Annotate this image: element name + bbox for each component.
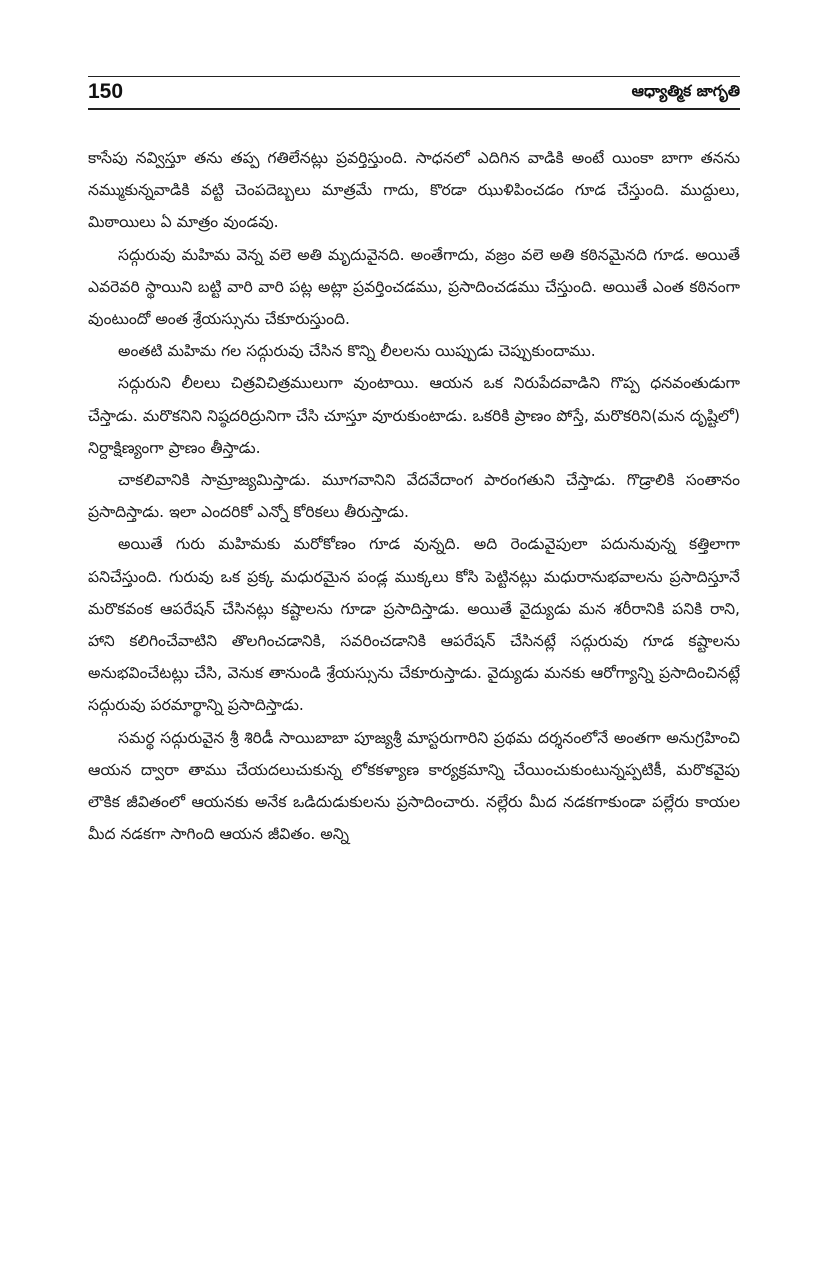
paragraph: అంతటి మహిమ గల సద్గురువు చేసిన కొన్ని లీలలను యిప్పుడు చెప్పుకుందాము.	[118, 342, 596, 361]
header-top-rule	[88, 76, 740, 77]
header-bottom-rule	[88, 108, 740, 110]
paragraph: అయితే గురు మహిమకు మరోకోణం గూడ వున్నది. అది రెండువైపులా పదునువున్న కత్తిలాగా పనిచేస్తుంది. గురువు ఒక ప్రక్క మధురమైన పండ్ల ముక్కలు కోసి పెట్టినట్లు మధురానుభవాలను ప్రసాదిస్తూనే మరొకవంక ఆపరేషన్ చేసినట్లు కష్టాలను గూడా ప్రసాదిస్తాడు. అయితే వైద్యుడు మన శరీరానికి పనికి రాని, హాని కలిగించేవాటిని తొలగించడానికి, సవరించడానికి ఆపరేషన్ చేసినట్లే సద్గురువు గూడ కష్టాలను అనుభవించేటట్లు చేసి, వెనుక తానుండి శ్రేయస్సును చేకూరుస్తాడు. వైద్యుడు మనకు ఆరోగ్యాన్ని ప్రసాదించినట్లే సద్గురువు పరమార్థాన్ని ప్రసాదిస్తాడు.	[88, 535, 740, 715]
page-number: 150	[88, 80, 124, 103]
paragraph: సద్గురువు మహిమ వెన్న వలె అతి మృదువైనది. అంతేగాదు, వజ్రం వలె అతి కఠినమైనది గూడ. అయితే ఎవరెవరి స్థాయిని బట్టి వారి వారి పట్ల అట్లా ప్రవర్తించడము, ప్రసాదించడము చేస్తుంది. అయితే ఎంత కఠినంగా వుంటుందో అంత శ్రేయస్సును చేకూరుస్తుంది.	[88, 245, 740, 329]
paragraph: కాసేపు నవ్విస్తూ తను తప్ప గతిలేనట్లు ప్రవర్తిస్తుంది. సాధనలో ఎదిగిన వాడికి అంటే యింకా బాగా తనను నమ్ముకున్నవాడికి వట్టి చెంపదెబ్బలు మాత్రమే గాదు, కొరడా ఝుళిపించడం గూడ చేస్తుంది. ముద్దులు, మిఠాయిలు ఏ మాత్రం వుండవు.	[88, 149, 740, 232]
paragraph: సద్గురుని లీలలు చిత్రవిచిత్రములుగా వుంటాయి. ఆయన ఒక నిరుపేదవాడిని గొప్ప ధనవంతుడుగా చేస్తాడు. మరొకనిని నిష్ఠదరిద్రునిగా చేసి చూస్తూ వూరుకుంటాడు. ఒకరికి ప్రాణం పోస్తే, మరొకరిని(మన దృష్టిలో) నిర్దాక్షిణ్యంగా ప్రాణం తీస్తాడు.	[88, 374, 740, 457]
page-header	[88, 78, 740, 110]
paragraph: చాకలివానికి సామ్రాజ్యమిస్తాడు. మూగవానిని వేదవేదాంగ పారంగతుని చేస్తాడు. గొడ్రాలికి సంతానం ప్రసాదిస్తాడు. ఇలా ఎందరికో ఎన్నో కోరికలు తీరుస్తాడు.	[88, 471, 740, 522]
running-title: ఆధ్యాత్మిక జాగృతి	[631, 82, 740, 100]
body-text	[88, 142, 740, 850]
paragraph: సమర్థ సద్గురువైన శ్రీ శిరిడీ సాయిబాబా పూజ్యశ్రీ మాస్టరుగారిని ప్రథమ దర్శనంలోనే అంతగా అనుగ్రహించి ఆయన ద్వారా తాము చేయదలుచుకున్న లోకకళ్యాణ కార్యక్రమాన్ని చేయించుకుంటున్నప్పటికీ, మరొకవైపు లౌకిక జీవితంలో ఆయనకు అనేక ఒడిదుడుకులను ప్రసాదించారు. నల్లేరు మీద నడకగాకుండా పల్లేరు కాయల మీద నడకగా సాగింది ఆయన జీవితం. అన్ని	[88, 728, 740, 844]
